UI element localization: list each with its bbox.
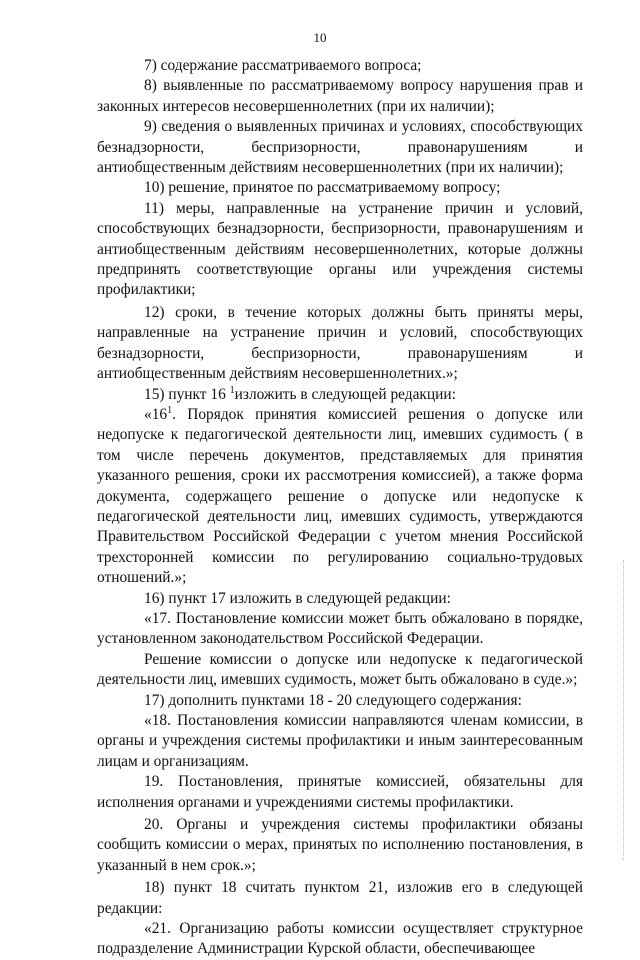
superscript: 1: [167, 404, 173, 416]
superscript: 1: [229, 384, 235, 396]
paragraph-amend-18: 18) пункт 18 считать пунктом 21, изложив его в следующей редакции:: [97, 879, 583, 917]
paragraph-clause-20: 20. Органы и учреждения системы профилактики обязаны сообщить комиссии о мерах, принятых по исполнению постановления, в указанный в нем срок.»;: [97, 816, 583, 874]
paragraph-amend-17: 17) дополнить пунктами 18 - 20 следующего содержания:: [144, 691, 522, 709]
paragraph-item-7: 7) содержание рассматриваемого вопроса;: [144, 57, 422, 74]
paragraph-amend-16: 16) пункт 17 изложить в следующей редакции:: [144, 589, 451, 607]
scan-edge-marks: [623, 560, 626, 860]
paragraph-clause-17: «17. Постановление комиссии может быть обжаловано в порядке, установленном законодательством Российской Федерации.: [97, 609, 583, 648]
paragraph-clause-19: 19. Постановления, принятые комиссией, обязательны для исполнения органами и учреждениями системы профилактики.: [97, 773, 583, 811]
page-number: 10: [313, 30, 327, 45]
text-span: изложить в следующей редакции:: [234, 385, 456, 403]
document-body: [97, 56, 583, 960]
paragraph-clause-17-appeal: Решение комиссии о допуске или недопуске к педагогической деятельности лиц, имевших судимость, может быть обжаловано в суде.»;: [97, 650, 583, 689]
paragraph-item-9: 9) сведения о выявленных причинах и условиях, способствующих безнадзорности, беспризорности, правонарушениям и антиобщественным действиям несовершеннолетних (при их наличии);: [97, 118, 583, 177]
paragraph-item-11: 11) меры, направленные на устранение причин и условий, способствующих безнадзорности, беспризорности, правонарушениям и антиобщественным действиям несовершеннолетних, которые должны предпринять соответствующие органы или учреждения системы профилактики;: [97, 199, 583, 299]
paragraph-item-12: 12) сроки, в течение которых должны быть приняты меры, направленные на устранение причин и условий, способствующих безнадзорности, беспризорности, правонарушениям и антиобщественным действиям несовершеннолетних.»;: [97, 303, 583, 383]
paragraph-clause-18: «18. Постановления комиссии направляются членам комиссии, в органы и учреждения системы профилактики и иным заинтересованным лицам и организациям.: [97, 712, 583, 770]
text-span: . Порядок принятия комиссией решения о допуске или недопуске к педагогической деятельности лиц, имевших судимость ( в том числе перечень документов, представляемых для принятия указанного решения, сроки их рассмотрения комиссией), а также форма документа, содержащего решение о допуске или недопуске к педагогической деятельности лиц, имевших судимость, утверждаются Правительством Российской Федерации с учетом мнения Российской трехсторонней комиссии по регулированию социально-трудовых отношений.»;: [97, 405, 583, 587]
paragraph-amend-15: [97, 385, 583, 405]
paragraph-clause-21: «21. Организацию работы комиссии осуществляет структурное подразделение Администрации Курской области, обеспечивающее: [97, 920, 583, 958]
text-span: «16: [144, 405, 168, 423]
paragraph-item-10: 10) решение, принятое по рассматриваемому вопросу;: [144, 179, 501, 197]
paragraph-clause-16-1: [97, 405, 583, 589]
text-span: 15) пункт 16: [144, 385, 230, 403]
paragraph-item-8: 8) выявленные по рассматриваемому вопросу нарушения прав и законных интересов несовершеннолетних (при их наличии);: [97, 77, 583, 115]
